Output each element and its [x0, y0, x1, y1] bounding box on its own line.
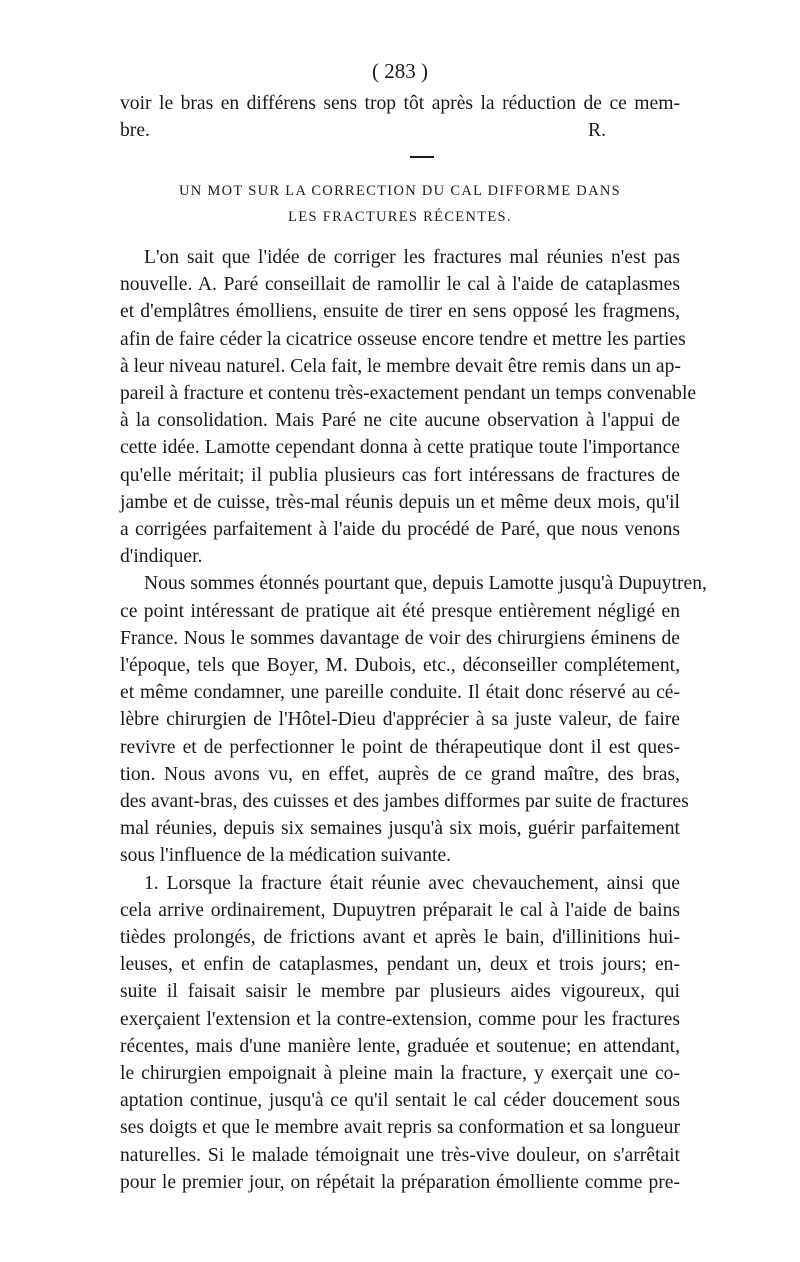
text-line: revivre et de perfectionner le point de thérapeutique dont il est ques- — [120, 736, 680, 758]
page-number: ( 283 ) — [372, 59, 428, 83]
text-line: l'époque, tels que Boyer, M. Dubois, etc., déconseiller complétement, — [120, 654, 680, 676]
text-line: à leur niveau naturel. Cela fait, le membre devait être remis dans un ap- — [120, 355, 681, 377]
text-line: cela arrive ordinairement, Dupuytren préparait le cal à l'aide de bains — [120, 899, 680, 921]
text-line: aptation continue, jusqu'à ce qu'il sentait le cal céder doucement sous — [120, 1090, 680, 1112]
text-line: pour le premier jour, on répétait la préparation émolliente comme pre- — [120, 1171, 680, 1193]
continuation-line-1: voir le bras en différens sens trop tôt après la réduction de ce mem- — [120, 93, 680, 114]
text-line: récentes, mais d'une manière lente, graduée et soutenue; en attendant, — [120, 1035, 680, 1057]
text-line: nouvelle. A. Paré conseillait de ramollir le cal à l'aide de cataplasmes — [120, 274, 680, 296]
text-line: le chirurgien empoignait à pleine main la fracture, y exerçait une co- — [120, 1063, 680, 1084]
text-line: d'indiquer. — [120, 546, 203, 568]
text-line: naturelles. Si le malade témoignait une très-vive douleur, on s'arrêtait — [120, 1144, 680, 1166]
text-line: L'on sait que l'idée de corriger les fractures mal réunies n'est pas — [144, 246, 680, 268]
text-line: exerçaient l'extension et la contre-extension, comme pour les fractures — [120, 1008, 680, 1030]
text-line: ce point intéressant de pratique ait été presque entièrement négligé en — [120, 600, 680, 622]
text-line: qu'elle méritait; il publia plusieurs cas fort intéressans de fractures de — [120, 464, 680, 486]
book-page — [120, 58, 707, 1196]
text-line: à la consolidation. Mais Paré ne cite aucune observation à l'appui de — [120, 410, 680, 432]
text-line: mal réunies, depuis six semaines jusqu'à six mois, guérir parfaitement — [120, 818, 680, 840]
section-title-line-1: UN MOT SUR LA CORRECTION DU CAL DIFFORME DANS — [179, 182, 621, 199]
text-line: cette idée. Lamotte cependant donna à cette pratique toute l'importance — [120, 437, 680, 459]
text-line: pareil à fracture et contenu très-exactement pendant un temps convenable — [120, 382, 697, 404]
text-line: afin de faire céder la cicatrice osseuse encore tendre et mettre les parties — [120, 328, 686, 350]
text-line: ses doigts et que le membre avait repris sa conformation et sa longueur — [120, 1117, 680, 1139]
text-line: suite il faisait saisir le membre par plusieurs aides vigoureux, qui — [120, 981, 680, 1003]
text-line: leuses, et enfin de cataplasmes, pendant un, deux et trois jours; en- — [120, 954, 680, 976]
text-line: sous l'influence de la médication suivante. — [120, 845, 452, 867]
text-line: jambe et de cuisse, très-mal réunis depuis un et même deux mois, qu'il — [120, 491, 680, 513]
continuation-line-2-text: bre. — [120, 120, 150, 142]
text-line: Nous sommes étonnés pourtant que, depuis Lamotte jusqu'à Dupuytren, — [144, 573, 707, 595]
text-line: lèbre chirurgien de l'Hôtel-Dieu d'apprécier à sa juste valeur, de faire — [120, 709, 680, 731]
continuation-line-2 — [120, 117, 680, 144]
text-line: France. Nous le sommes davantage de voir des chirurgiens éminens de — [120, 627, 680, 649]
text-line: des avant-bras, des cuisses et des jambes difformes par suite de fractures — [120, 790, 689, 812]
paragraph-2 — [120, 570, 707, 869]
text-line: et même condamner, une pareille conduite. Il était donc réservé au cé- — [120, 682, 680, 704]
text-line: 1. Lorsque la fracture était réunie avec chevauchement, ainsi que — [144, 872, 680, 894]
paragraph-3 — [120, 870, 680, 1196]
paragraph-1 — [120, 244, 697, 570]
section-divider — [410, 156, 434, 158]
text-line: a corrigées parfaitement à l'aide du procédé de Paré, que nous venons — [120, 518, 680, 540]
text-line: tièdes prolongés, de frictions avant et après le bain, d'illinitions hui- — [120, 926, 680, 948]
section-title-line-2: LES FRACTURES RÉCENTES. — [288, 208, 512, 225]
section-title — [120, 178, 680, 230]
text-line: et d'emplâtres émolliens, ensuite de tirer en sens opposé les fragmens, — [120, 301, 680, 323]
text-line: tion. Nous avons vu, en effet, auprès de ce grand maître, des bras, — [120, 763, 680, 785]
author-signature: R. — [588, 120, 606, 142]
